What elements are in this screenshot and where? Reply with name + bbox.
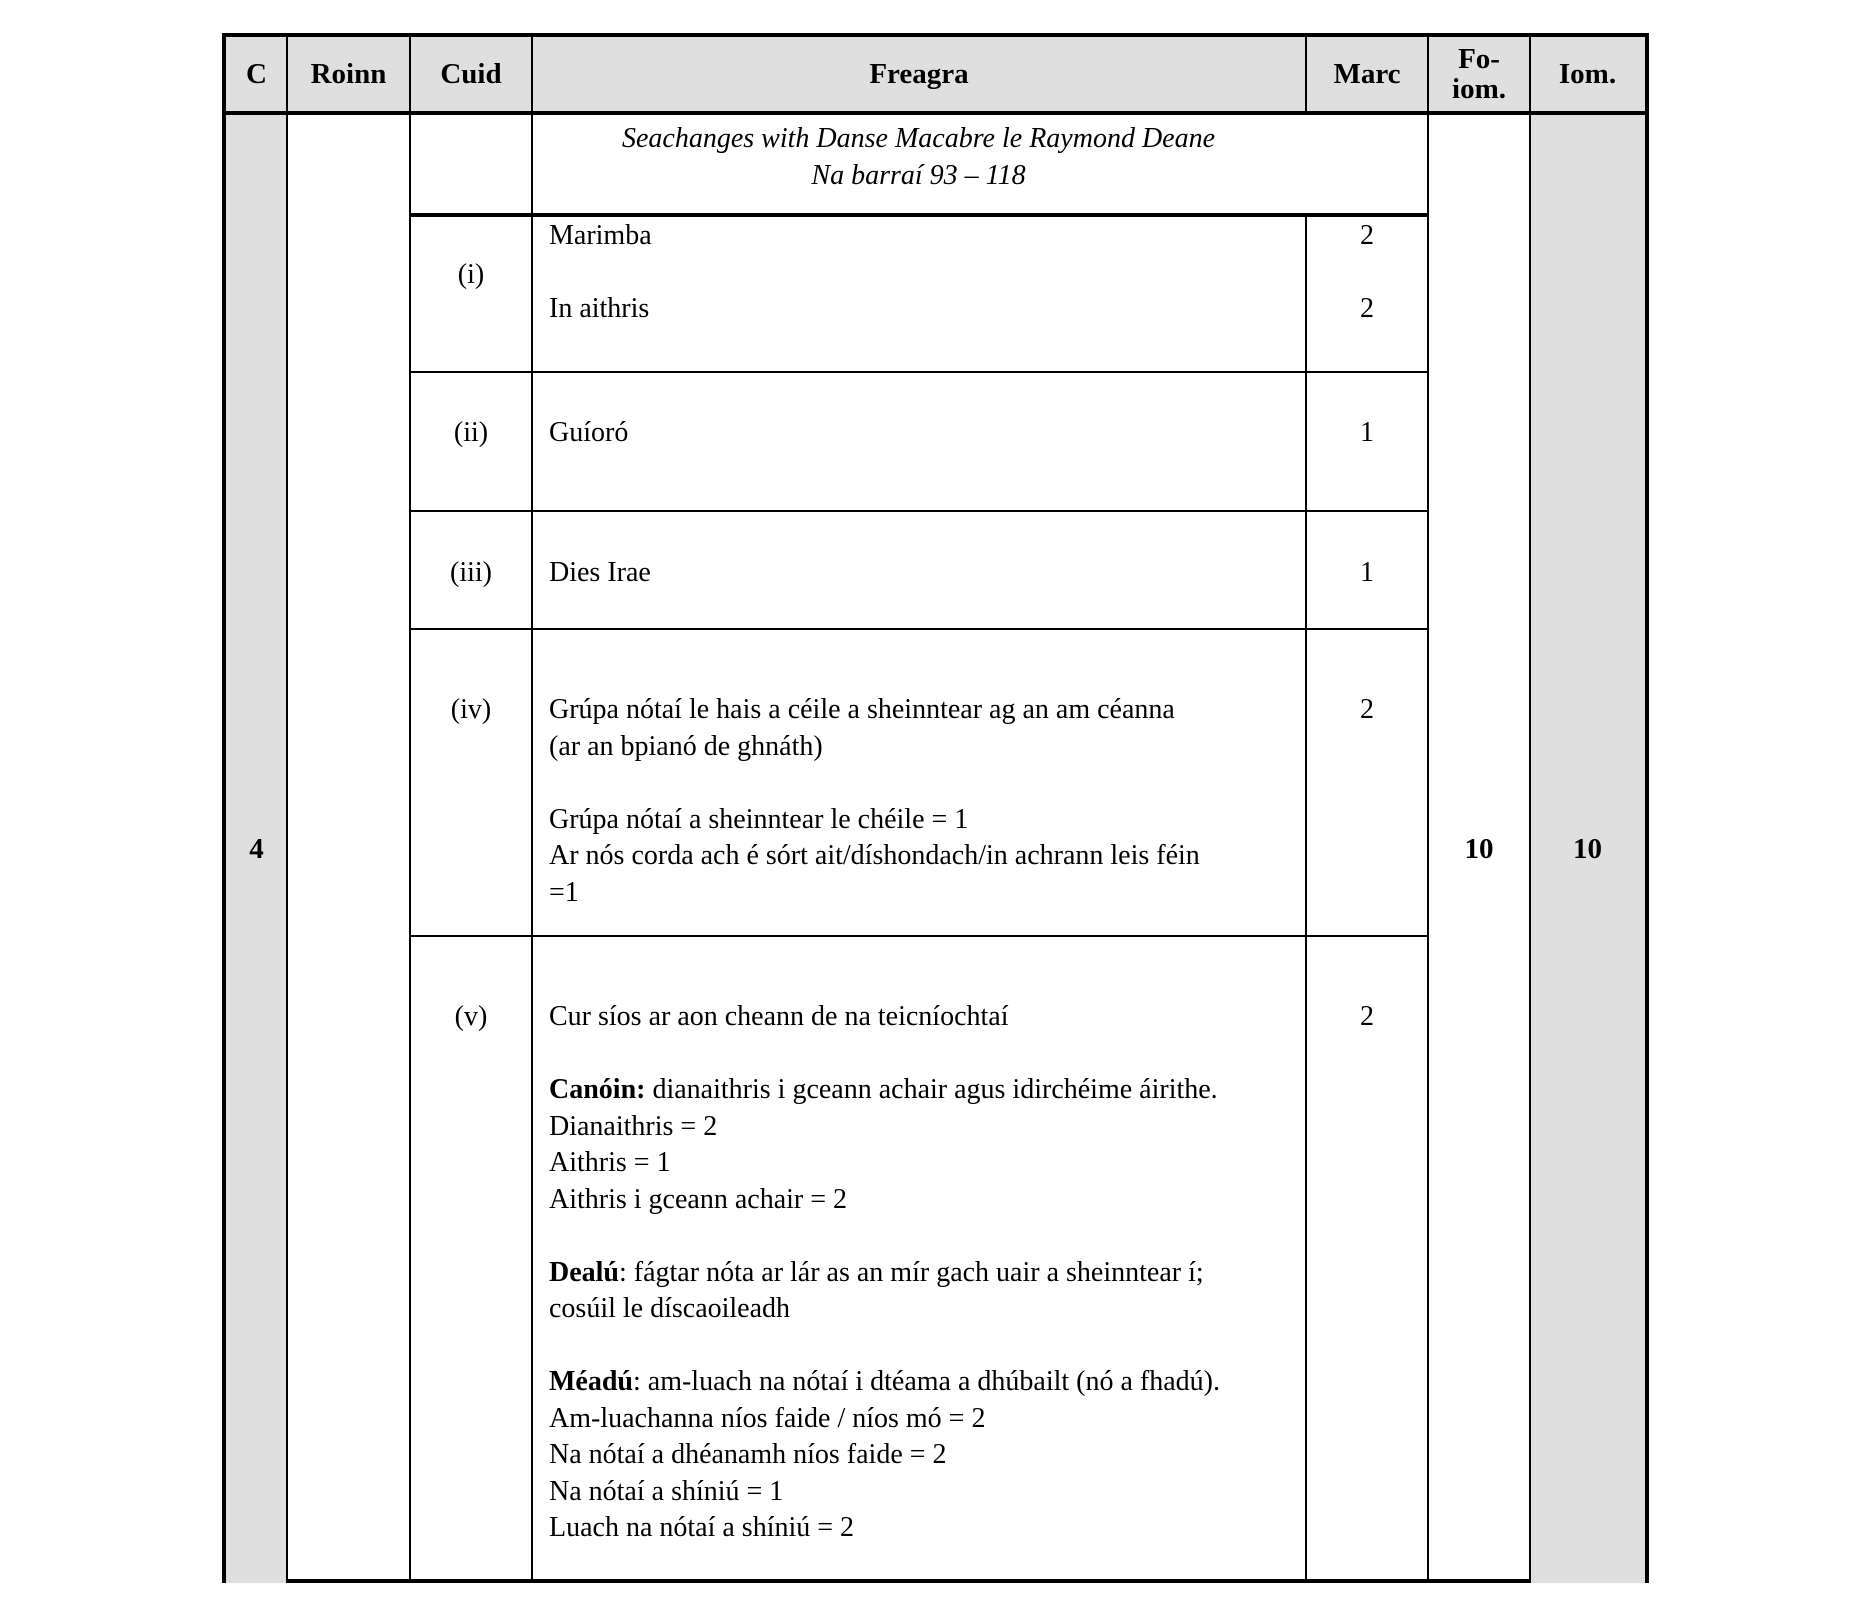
criteria-line: Luach na nótaí a shíniú = 2 <box>549 1512 855 1543</box>
header-roinn: Roinn <box>310 58 387 90</box>
answer-line: Guíoró <box>549 417 629 448</box>
criteria-line: Aithris i gceann achair = 2 <box>549 1183 848 1215</box>
mark-value: 2 <box>1360 1001 1374 1032</box>
answer-cell <box>549 218 1299 328</box>
piece-title-line1: Seachanges with Danse Macabre le Raymond Deane <box>621 123 1216 154</box>
header-fo-iom-line2: iom. <box>1452 73 1506 105</box>
technique-dealu <box>549 1255 1309 1292</box>
row-divider <box>410 371 1428 373</box>
mark-value: 2 <box>1360 694 1374 725</box>
technique-meadu <box>549 1364 1309 1401</box>
answer-cell <box>549 999 1309 1547</box>
header-iom: Iom. <box>1558 58 1617 90</box>
criteria-line: Dianaithris = 2 <box>549 1110 718 1142</box>
marking-scheme-table <box>222 33 1649 1583</box>
mark-value: 1 <box>1360 417 1374 448</box>
header-fo-iom-line1: Fo- <box>1458 43 1500 75</box>
question-number: 4 <box>249 833 264 865</box>
part-label: (iv) <box>450 694 492 725</box>
criteria-line: Na nótaí a dhéanamh níos faide = 2 <box>549 1439 947 1470</box>
answer-line: Ar nós corda ach é sórt ait/díshondach/in achrann leis féin <box>549 840 1200 871</box>
technique-term: Canóin: <box>549 1074 646 1105</box>
technique-definition: : fágtar nóta ar lár as an mír gach uair a sheinntear í; <box>619 1256 1204 1288</box>
criteria-line: Na nótaí a shíniú = 1 <box>549 1475 784 1507</box>
answer-cell <box>549 415 1299 452</box>
answer-line: =1 <box>549 876 579 908</box>
col-divider <box>1305 37 1307 111</box>
answer-line: (ar an bpianó de ghnáth) <box>549 730 823 762</box>
technique-definition: dianaithris i gceann achair agus idirchéime áirithe. <box>645 1074 1218 1105</box>
criteria-line: Aithris = 1 <box>549 1147 671 1178</box>
answer-line: Grúpa nótaí a sheinntear le chéile = 1 <box>549 803 969 835</box>
part-label: (iii) <box>450 557 492 588</box>
marks-cell <box>1306 218 1428 328</box>
technique-term: Méadú <box>549 1366 633 1397</box>
header-marc: Marc <box>1333 58 1401 90</box>
criteria-line: Am-luachanna níos faide / níos mó = 2 <box>549 1402 986 1434</box>
row-divider <box>410 935 1428 937</box>
header-cuid: Cuid <box>440 58 502 90</box>
subheader-divider <box>410 213 1428 217</box>
answer-line: Grúpa nótaí le hais a céile a sheinntear ag an am céanna <box>549 694 1175 725</box>
criteria-line: cosúil le díscaoileadh <box>549 1293 791 1324</box>
answer-line: Dies Irae <box>549 557 651 588</box>
part-label: (v) <box>454 1001 488 1032</box>
mark-value: 1 <box>1360 557 1374 588</box>
answer-line: Marimba <box>549 220 652 251</box>
piece-title-line2: Na barraí 93 – 118 <box>811 159 1026 191</box>
technique-term: Dealú <box>549 1256 619 1288</box>
technique-canon <box>549 1072 1309 1109</box>
answer-cell <box>549 555 1299 592</box>
header-fo-iom <box>1428 37 1530 111</box>
answer-intro: Cur síos ar aon cheann de na teicníochtaí <box>549 1001 1009 1032</box>
header-freagra: Freagra <box>869 58 969 90</box>
piece-title <box>410 121 1427 211</box>
answer-line: In aithris <box>549 293 650 324</box>
answer-cell <box>549 692 1299 911</box>
mark-value: 2 <box>1360 220 1374 251</box>
row-divider <box>410 628 1428 630</box>
subtotal-marks: 10 <box>1464 833 1494 865</box>
part-label: (i) <box>457 259 485 290</box>
header-c: C <box>246 58 267 90</box>
total-marks: 10 <box>1573 833 1602 865</box>
row-divider <box>410 510 1428 512</box>
technique-definition: : am-luach na nótaí i dtéama a dhúbailt (nó a fhadú). <box>633 1366 1221 1397</box>
mark-value: 2 <box>1360 293 1374 324</box>
part-label: (ii) <box>453 417 489 448</box>
